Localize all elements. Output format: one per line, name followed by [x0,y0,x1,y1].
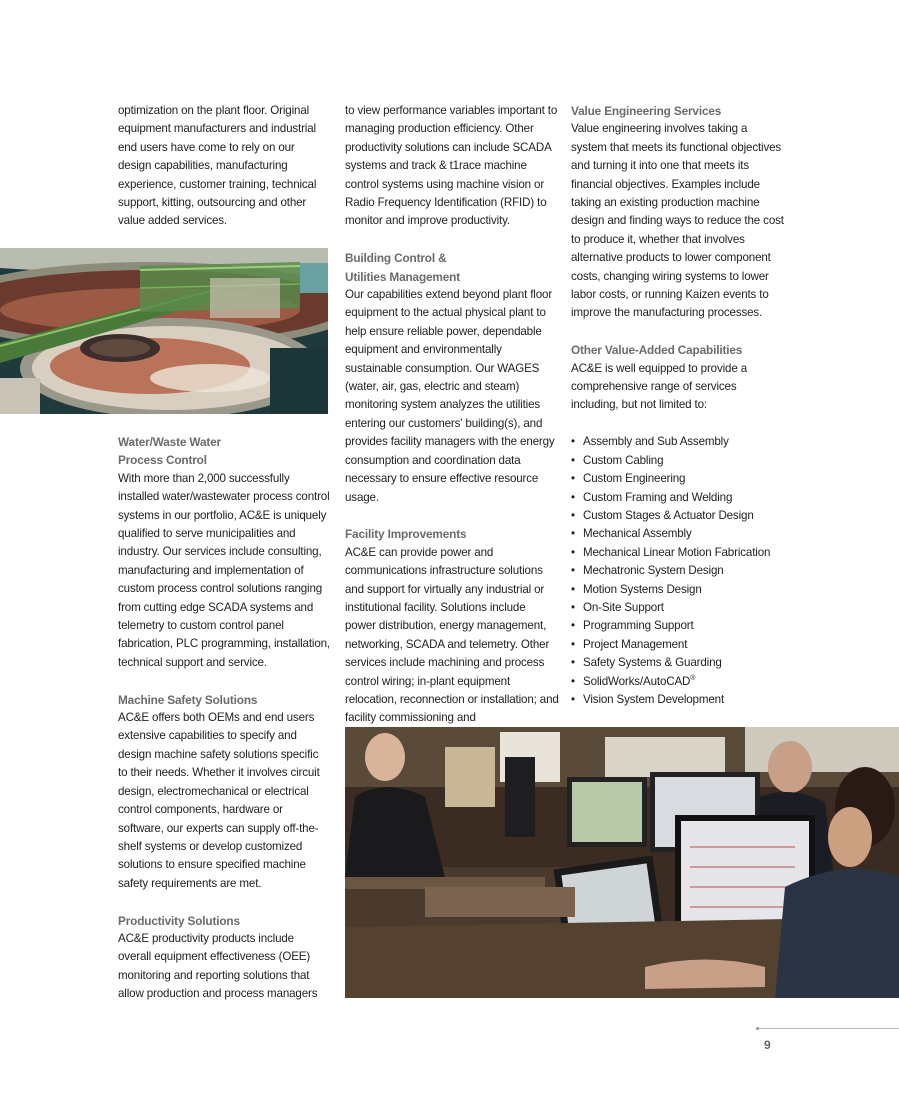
service-item: • Motion Systems Design [571,581,786,599]
productivity-body: AC&E productivity products include overall equipment effectiveness (OEE) monitoring and reporting solutions that allow production and process managers [118,931,318,1001]
water-heading-line2: Process Control [118,453,207,468]
building-heading-line2: Utilities Management [345,269,460,284]
column1-intro-text: optimization on the plant floor. Original equipment manufacturers and industrial end users have come to rely on our design capabilities, manufacturing experience, customer training, technical support, kitting, outsourcing and other value added services. [118,104,317,228]
productivity-heading: Productivity Solutions [118,913,240,928]
services-list [571,433,786,709]
service-item: • Custom Cabling [571,452,786,470]
value-heading: Value Engineering Services [571,104,722,118]
registered-mark: ® [690,674,696,682]
service-item [571,673,786,691]
service-item: • Programming Support [571,617,786,635]
service-item: • Custom Stages & Actuator Design [571,507,786,525]
service-item: • Assembly and Sub Assembly [571,433,786,451]
water-heading-line1: Water/Waste Water [118,435,221,449]
service-item: • Mechanical Assembly [571,525,786,543]
column1-intro [118,102,330,231]
service-item: • Custom Framing and Welding [571,489,786,507]
safety-heading: Machine Safety Solutions [118,692,258,707]
safety-body: AC&E offers both OEMs and end users extensive capabilities to specify and design machine safety solutions specific to their needs. Whether it involves circuit design, electromechanical or electrical control components, hardware or software, our experts can supply off-the-shelf systems or develop customized solutions to ensure specified machine safety requirements are met. [118,711,320,890]
value-body: Value engineering involves taking a system that meets its functional objectives and turning it into one that meets its financial objectives. Examples include taking an existing production machine design and finding ways to reduce the cost to produce it, whether that involves alternative products to lower component costs, changing wiring systems to lower labor costs, or running Kaizen events to improve the manufacturing processes. [571,122,784,320]
column1-sections [118,433,330,1004]
building-heading-line1: Building Control & [345,251,447,266]
page-number: 9 [764,1038,771,1052]
column2 [345,102,559,746]
other-body: AC&E is well equipped to provide a comprehensive range of services including, but not limited to: [571,361,747,412]
column2-intro: to view performance variables important to managing production efficiency. Other productivity solutions can include SCADA systems and track & t1race machine control systems using machine vision or Radio Frequency Identification (RFID) to monitor and improve productivity. [345,104,558,228]
facility-heading: Facility Improvements [345,527,467,542]
building-body: Our capabilities extend beyond plant floor equipment to the actual physical plant to help ensure reliable power, dependable equipment and environmentally sustainable consumption. Our WAGES (water, air, gas, electric and steam) monitoring system analyzes the utilities entering our customers' building(s), and provides facility managers with the energy consumption and coordination data necessary to ensure effective resource usage. [345,288,555,504]
service-item: • Mechatronic System Design [571,562,786,580]
facility-body: AC&E can provide power and communications infrastructure solutions and support for virtually any industrial or institutional facility. Solutions include power distribution, energy management, networking, SCADA and telemetry. Other services include machining and process control wiring; in-plant equipment relocation, reconnection or installation; and facility commissioning and [345,545,559,725]
service-item-label: SolidWorks/AutoCAD [583,674,691,688]
service-item: • Project Management [571,636,786,654]
footer-rule [757,1028,899,1029]
service-item: • Custom Engineering [571,470,786,488]
water-treatment-photo [0,248,328,414]
other-heading: Other Value-Added Capabilities [571,343,743,358]
column3 [571,102,786,709]
water-body: With more than 2,000 successfully installed water/wastewater process control systems in our portfolio, AC&E is uniquely qualified to serve municipalities and industry. Our services include consulting, manufacturing and implementation of custom process control solutions ranging from cutting edge SCADA systems and telemetry to custom control panel fabrication, PLC programming, installation, technical support and service. [118,471,331,669]
service-item: • Mechanical Linear Motion Fabrication [571,544,786,562]
service-item: • On-Site Support [571,599,786,617]
control-room-photo [345,727,899,998]
footer-rule-dot [756,1027,759,1030]
service-item: • Vision System Development [571,691,786,709]
service-item: • Safety Systems & Guarding [571,654,786,672]
